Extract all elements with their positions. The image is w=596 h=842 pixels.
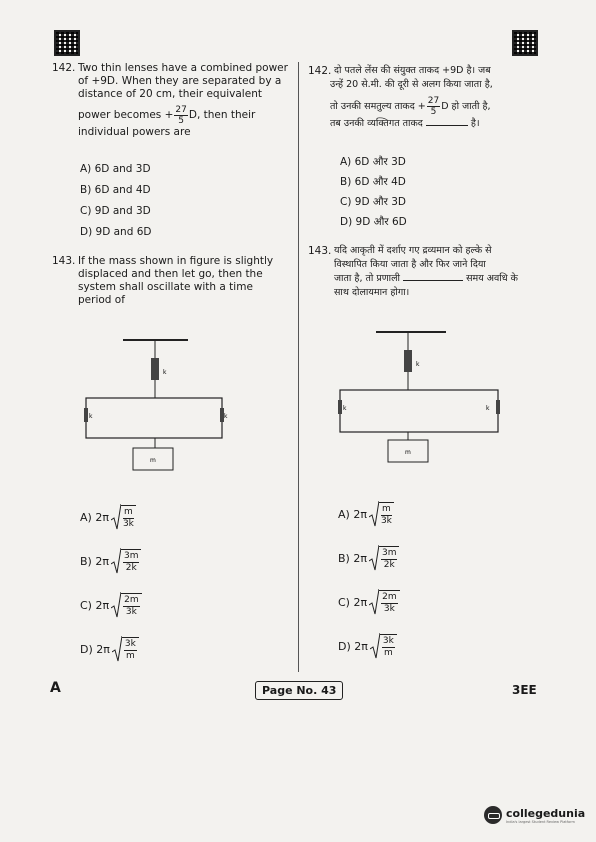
top-spring-label: k bbox=[416, 361, 420, 368]
fraction bbox=[427, 96, 440, 117]
right-spring-label: k bbox=[486, 405, 490, 412]
fraction-denominator: 5 bbox=[178, 116, 185, 126]
left-spring bbox=[84, 408, 88, 422]
question-line: individual powers are bbox=[78, 126, 191, 138]
question-line: distance of 20 cm, their equivalent bbox=[78, 88, 262, 100]
booklet-mark: A bbox=[50, 680, 61, 696]
question-line: period of bbox=[78, 294, 125, 306]
option-label: D) bbox=[80, 642, 93, 656]
left-spring-label: k bbox=[89, 413, 93, 420]
sqrt-denominator: 3k bbox=[383, 603, 395, 614]
sqrt-numerator: 2m bbox=[124, 594, 139, 605]
top-spring-label: k bbox=[163, 369, 167, 376]
option-coef: 2π bbox=[353, 551, 367, 565]
option-coef: 2π bbox=[354, 639, 368, 653]
option-c[interactable]: C) 9D और 3D bbox=[340, 196, 407, 208]
option-coef: 2π bbox=[96, 642, 110, 656]
sqrt bbox=[370, 633, 397, 659]
fraction-numerator: 27 bbox=[175, 105, 187, 115]
fraction bbox=[174, 105, 187, 126]
option-b[interactable]: B) 6D and 4D bbox=[80, 184, 151, 196]
question-142-hi bbox=[308, 64, 548, 131]
mass-label: m bbox=[150, 457, 156, 464]
option-label: C) bbox=[338, 595, 350, 609]
brand-name: collegedunia bbox=[506, 806, 586, 820]
brand-tagline: India's largest Student Review Platform bbox=[506, 819, 575, 824]
left-spring-label: k bbox=[343, 405, 347, 412]
question-143-en bbox=[52, 255, 292, 307]
option-c[interactable] bbox=[338, 580, 400, 624]
sqrt-denominator: m bbox=[383, 647, 393, 658]
option-label: D) bbox=[338, 639, 351, 653]
question-line: Two thin lenses have a combined power bbox=[78, 62, 288, 74]
sqrt-denominator: 2k bbox=[383, 559, 395, 570]
sqrt-numerator: 3k bbox=[124, 638, 136, 649]
question-142-en bbox=[52, 62, 292, 139]
sqrt-numerator: 3k bbox=[382, 635, 394, 646]
question-text: D हो जाती है, bbox=[441, 100, 491, 112]
sqrt-denominator: m bbox=[125, 650, 135, 661]
spring-mass-figure bbox=[336, 328, 536, 468]
sqrt bbox=[111, 548, 142, 574]
sqrt-numerator: 3m bbox=[123, 550, 139, 561]
booklet-code: 3EE bbox=[512, 683, 537, 697]
option-d[interactable]: D) 9D और 6D bbox=[340, 216, 407, 228]
sqrt bbox=[111, 504, 136, 530]
question-line: system shall oscillate with a time bbox=[78, 281, 253, 293]
option-d[interactable] bbox=[338, 624, 400, 668]
frame bbox=[340, 390, 498, 432]
fraction-numerator: 27 bbox=[427, 96, 440, 106]
option-label: A) bbox=[338, 507, 350, 521]
question-number: 142. bbox=[308, 65, 332, 77]
answer-blank bbox=[426, 125, 468, 126]
option-label: B) bbox=[80, 554, 92, 568]
option-a[interactable] bbox=[80, 495, 142, 539]
question-line: displaced and then let go, then the bbox=[78, 268, 263, 280]
option-a[interactable] bbox=[338, 492, 400, 536]
question-line: साथ दोलायमान होगा। bbox=[334, 287, 410, 298]
question-text: तब उनकी व्यक्तिगत ताकद bbox=[330, 118, 423, 129]
sqrt bbox=[369, 501, 394, 527]
sqrt-numerator: m bbox=[124, 506, 133, 517]
sqrt-numerator: m bbox=[382, 503, 391, 514]
top-spring bbox=[151, 358, 159, 380]
question-line: दो पतले लेंस की संयुक्त ताकद +9D है। जब bbox=[334, 65, 491, 76]
options-143-en bbox=[80, 495, 142, 671]
column-divider bbox=[298, 62, 299, 672]
question-text: D, then their bbox=[188, 109, 256, 121]
option-label: A) bbox=[80, 510, 92, 524]
sqrt-numerator: 3m bbox=[381, 547, 397, 558]
question-143-hi bbox=[308, 244, 548, 300]
sqrt-denominator: 3k bbox=[125, 606, 137, 617]
answer-blank bbox=[403, 280, 463, 281]
option-c[interactable] bbox=[80, 583, 142, 627]
left-spring bbox=[338, 400, 342, 414]
question-line: If the mass shown in figure is slightly bbox=[78, 255, 274, 267]
qr-code-right bbox=[512, 30, 538, 56]
option-c[interactable]: C) 9D and 3D bbox=[80, 205, 151, 217]
option-label: B) bbox=[338, 551, 350, 565]
question-text: है। bbox=[470, 118, 480, 129]
mass-label: m bbox=[405, 449, 411, 456]
sqrt bbox=[369, 545, 400, 571]
question-line: यदि आकृती में दर्शाए गए द्रव्यमान को हल्के से bbox=[334, 245, 492, 256]
page-number: Page No. 43 bbox=[255, 681, 343, 700]
sqrt-numerator: 2m bbox=[382, 591, 397, 602]
top-spring bbox=[404, 350, 412, 372]
question-line: उन्हें 20 से.मी. की दूरी से अलग किया जाता है, bbox=[330, 79, 493, 90]
sqrt bbox=[369, 589, 400, 615]
option-a[interactable]: A) 6D and 3D bbox=[80, 163, 151, 175]
options-142-hi bbox=[340, 156, 407, 236]
question-line: of +9D. When they are separated by a bbox=[78, 75, 282, 87]
right-spring-label: k bbox=[224, 413, 228, 420]
question-number: 142. bbox=[52, 62, 76, 74]
brand-logo bbox=[484, 806, 585, 824]
option-coef: 2π bbox=[95, 554, 109, 568]
option-label: C) bbox=[80, 598, 92, 612]
option-coef: 2π bbox=[95, 510, 109, 524]
question-text: power becomes + bbox=[78, 109, 174, 121]
option-b[interactable] bbox=[80, 539, 142, 583]
spring-mass-figure bbox=[78, 336, 278, 476]
fraction-denominator: 5 bbox=[430, 107, 437, 117]
option-d[interactable]: D) 9D and 6D bbox=[80, 226, 152, 238]
question-text: समय अवधि के bbox=[466, 273, 518, 284]
option-b[interactable]: B) 6D और 4D bbox=[340, 176, 406, 188]
option-coef: 2π bbox=[353, 595, 368, 609]
question-number: 143. bbox=[308, 245, 332, 257]
sqrt-denominator: 3k bbox=[380, 515, 392, 526]
option-b[interactable] bbox=[338, 536, 400, 580]
options-143-hi bbox=[338, 492, 400, 668]
question-number: 143. bbox=[52, 255, 76, 267]
option-coef: 2π bbox=[95, 598, 110, 612]
option-d[interactable] bbox=[80, 627, 142, 671]
sqrt bbox=[111, 592, 142, 618]
options-142-en bbox=[80, 163, 151, 247]
question-line: विस्थापित किया जाता है और फिर जाने दिया bbox=[334, 259, 486, 270]
sqrt-denominator: 3k bbox=[122, 518, 134, 529]
sqrt bbox=[112, 636, 139, 662]
right-spring bbox=[496, 400, 500, 414]
option-a[interactable]: A) 6D और 3D bbox=[340, 156, 406, 168]
frame bbox=[86, 398, 222, 438]
brand-avatar-icon bbox=[484, 806, 502, 824]
question-text: जाता है, तो प्रणाली bbox=[334, 273, 401, 284]
sqrt-denominator: 2k bbox=[125, 562, 137, 573]
option-coef: 2π bbox=[353, 507, 367, 521]
qr-code-left bbox=[54, 30, 80, 56]
question-text: तो उनकी समतुल्य ताकद + bbox=[330, 100, 426, 112]
